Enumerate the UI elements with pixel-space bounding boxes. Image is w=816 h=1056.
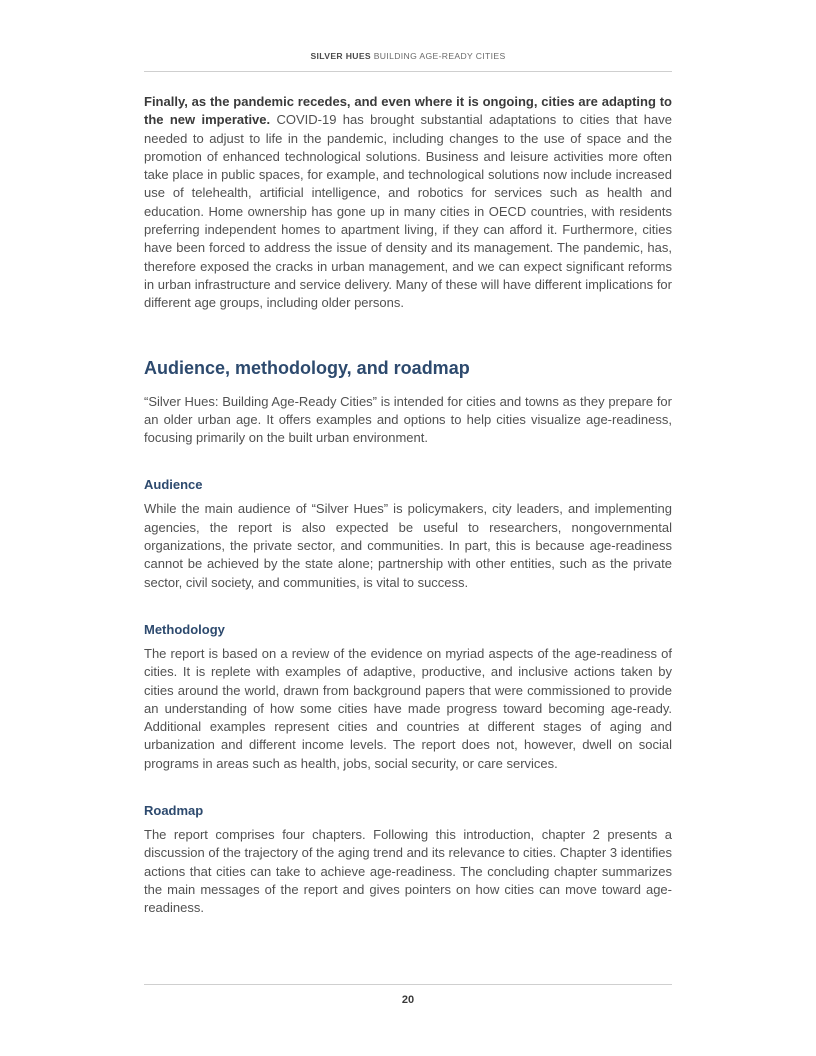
methodology-heading: Methodology <box>144 621 225 637</box>
intro-paragraph-text: COVID-19 has brought substantial adaptations to cities that have needed to adjust to life in the pandemic, including changes to the use of space and the promotion of enhanced technological solutions. Business and leisure activities more often take place in public spaces, for example, and technological solutions now include increased use of telehealth, artificial intelligence, and robotics for services such as health and education. Home ownership has gone up in many cities in OECD countries, with residents preferring independent homes to apartment living, if they can afford it. Furthermore, cities have been forced to address the issue of density and its management. The pandemic, has, therefore exposed the cracks in urban management, and we can expect significant reforms in urban infrastructure and service delivery. Many of these will have different implications for different age groups, including older persons. <box>144 112 672 311</box>
roadmap-paragraph: The report comprises four chapters. Following this introduction, chapter 2 presents a discussion of the trajectory of the aging trend and its relevance to cities. Chapter 3 identifies actions that cities can take to achieve age-readiness. The concluding chapter summarizes the main messages of the report and gives pointers on how cities can move toward age-readiness. <box>144 827 672 916</box>
page-body <box>144 93 672 918</box>
roadmap-heading: Roadmap <box>144 803 204 819</box>
intro-lead-sentence: Finally, as the pandemic recedes, and even where it is ongoing, cities are adapting to the new imperative. <box>144 94 672 128</box>
audience-subsection <box>144 476 672 591</box>
header-divider <box>144 71 672 72</box>
running-header-subtitle: BUILDING AGE-READY CITIES <box>370 51 506 61</box>
footer-divider <box>144 984 672 985</box>
methodology-subsection <box>144 621 672 773</box>
running-header <box>144 51 672 61</box>
methodology-paragraph: The report is based on a review of the evidence on myriad aspects of the age-readiness of cities. It is replete with examples of adaptive, productive, and inclusive actions taken by cities around the world, drawn from background papers that were commissioned to provide an understanding of how some cities have made progress toward becoming age-ready. Additional examples represent cities and countries at different stages of aging and urbanization and different income levels. The report does not, however, dwell on social programs in areas such as health, jobs, social security, or care services. <box>144 645 672 771</box>
audience-heading: Audience <box>144 477 203 493</box>
audience-paragraph: While the main audience of “Silver Hues” is policymakers, city leaders, and implementing agencies, the report is also expected be useful to researchers, nongovernmental organizations, the private sector, and communities. In part, this is because age-readiness cannot be achieved by the state alone; partnership with other entities, such as the private sector, civil society, and communities, is vital to success. <box>144 501 672 590</box>
page-number: 20 <box>401 994 415 1006</box>
section-heading: Audience, methodology, and roadmap <box>144 357 470 378</box>
roadmap-subsection <box>144 802 672 917</box>
intro-paragraph <box>144 93 672 313</box>
running-header-title: SILVER HUES <box>310 51 371 61</box>
section-intro-paragraph: “Silver Hues: Building Age-Ready Cities” is intended for cities and towns as they prepare for an older urban age. It offers examples and options to help cities visualize age-readiness, focusing primarily on the built urban environment. <box>144 393 672 446</box>
